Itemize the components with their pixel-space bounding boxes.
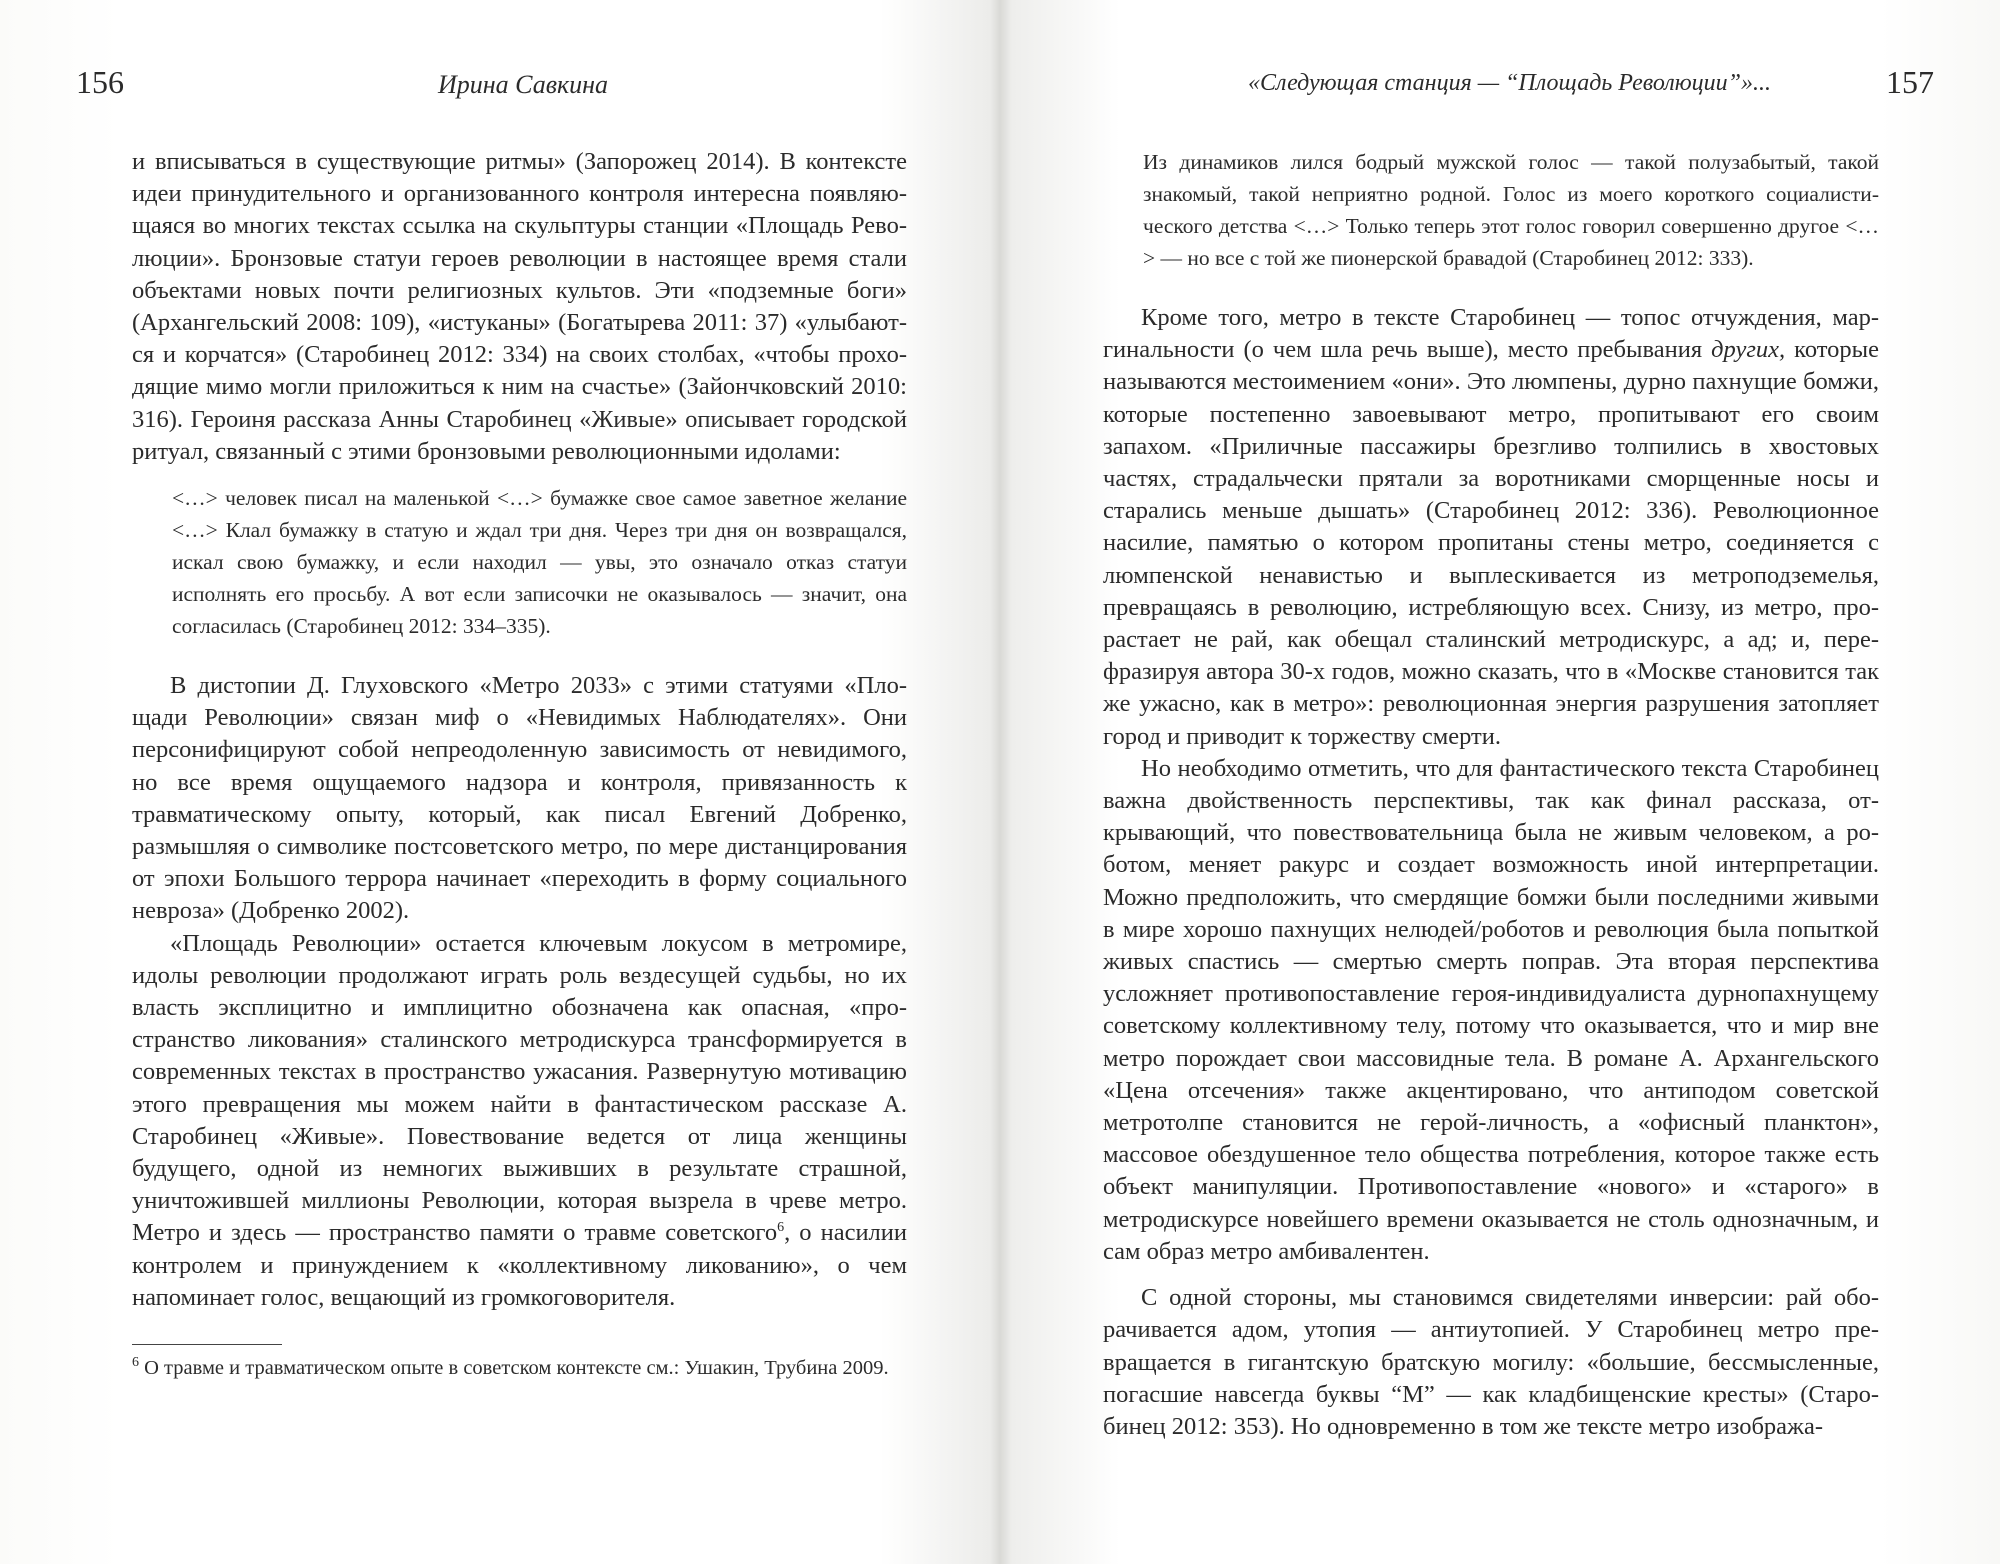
paragraph: «Площадь Революции» остается ключевым локусом в метромире, идолы революции продолжают играть роль вездесущей судьбы, но их власть эксплицитно и имплицитно обозначена как опасная, «пространство ликования» сталинского метродискурса трансформируется в современных текстах в пространство ужасания. Развернутую мотивацию этого превращения мы можем найти в фантастическом рассказе А. Старобинец «Живые». Повествование ведется от лица женщины будущего, одной из немногих выживших в результате страшной, уничтожившей миллионы Революции, которая вызрела в чреве метро. Метро и здесь — пространство памяти о травме советского$^6$, о насилии контролем и принуждением к «коллективному ликованию», о чем напоминает голос, вещающий из громкоговорителя.	[132, 929, 908, 1311]
running-head-author: Ирина Савкина	[438, 70, 609, 99]
paragraph: Кроме того, метро в тексте Старобинец — топос отчуждения, маргинальности (о чем шла речь выше), место пребывания других, которые называются местоимением «они». Это люмпены, дурно пахнущие бомжи, которые постепенно завоевывают метро, пропитывают его своим запахом. «Приличные пассажиры брезгливо толпились в хвостовых частях, страдальчески прятали за воротниками сморщенные носы и старались меньше дышать» (Старобинец 2012: 336). Революционное насилие, памятью о котором пропитаны стены метро, соединяется с люмпенской ненавистью и выплескивается из метроподземелья, превращаясь в революцию, истребляющую всех. Снизу, из метро, прорастает не рай, как обещал сталинский метродискурс, а ад; и, перефразируя автора 30-х годов, можно сказать, что в «Москве становится так же ужасно, как в метро»: революционная энергия разрушения затопляет город и приводит к торжеству смерти.	[1103, 304, 1879, 750]
footnote: $^6$ О травме и травматическом опыте в советском контексте см.: Ушакин, Трубина 2009.	[132, 1355, 889, 1380]
footnote-divider	[132, 1344, 282, 1345]
left-text-column	[132, 146, 907, 1383]
page-number: 156	[76, 64, 124, 100]
page-number: 157	[1886, 64, 1934, 100]
footnote-reference[interactable]: 6	[777, 1220, 785, 1236]
paragraph: С одной стороны, мы становимся свидетелями инверсии: рай оборачивается адом, утопия — антиутопией. У Старобинец метро превращается в гигантскую братскую могилу: «большие, бессмысленные, погасшие навсегда буквы “М” — как кладбищенские кресты» (Старобинец 2012: 353). Но одновременно в том же тексте метро изобража-	[1103, 1284, 1879, 1440]
block-quote: Из динамиков лился бодрый мужской голос — такой полузабытый, такой знакомый, такой неприятно родной. Голос из моего короткого социалистического детства <…> Только теперь этот голос говорил совершенно другое <…> — но все с той же пионерской бравадой (Старобинец 2012: 333).	[1143, 150, 1879, 270]
running-head-chapter: «Следующая станция — “Площадь Революции”»...	[1248, 70, 1771, 96]
paragraph: и вписываться в существующие ритмы» (Запорожец 2014). В контексте идеи принудительного и организованного контроля интересна появляющаяся во многих текстах ссылка на скульптуры станции «Площадь Революции». Бронзовые статуи героев революции в настоящее время стали объектами новых почти религиозных культов. Эти «подземные боги» (Архангельский 2008: 109), «истуканы» (Богатырева 2011: 37) «улыбаются и корчатся» (Старобинец 2012: 334) на своих столбах, «чтобы проходящие мимо могли приложиться к ним на счастье» (Зайончковский 2010: 316). Героиня рассказа Анны Старобинец «Живые» описывает городской ритуал, связанный с этими бронзовыми революционными идолами:	[132, 148, 907, 465]
paragraph: Но необходимо отметить, что для фантастического текста Старобинец важна двойственность перспективы, так как финал рассказа, открывающий, что повествовательница была не живым человеком, а роботом, меняет ракурс и создает возможность иной интерпретации. Можно предположить, что смердящие бомжи были последними живыми в мире хорошо пахнущих нелюдей/роботов и революция была попыткой живых спастись — смертью смерть поправ. Эта вторая перспектива усложняет противопоставление героя-индивидуалиста дурнопахнущему советскому коллективному телу, потому что оказывается, что и мир вне метро порождает свои массовидные тела. В романе А. Архангельского «Цена отсечения» также акцентировано, что антиподом советской метротолпе становится не герой-личность, а «офисный планктон», массовое обездушенное тело общества потребления, которое также есть объект манипуляции. Противопоставление «нового» и «старого» в метродискурсе новейшего времени оказывается не столь однозначным, и сам образ метро амбивалентен.	[1103, 754, 1879, 1265]
footnote-marker: 6	[132, 1355, 139, 1371]
right-text-column	[1103, 146, 1879, 1443]
paragraph: В дистопии Д. Глуховского «Метро 2033» с этими статуями «Площади Революции» связан миф о «Невидимых Наблюдателях». Они персонифицируют собой непреодоленную зависимость от невидимого, но все время ощущаемого надзора и контроля, привязанность к травматическому опыту, который, как писал Евгений Добренко, размышляя о символике постсоветского метро, по мере дистанцирования от эпохи Большого террора начинает «переходить в форму социального невроза» (Добренко 2002).	[132, 672, 907, 925]
right-page	[1000, 0, 2000, 1564]
block-quote: <…> человек писал на маленькой <…> бумажке свое самое заветное желание <…> Клал бумажку в статую и ждал три дня. Через три дня он возвращался, искал свою бумажку, и если находил — увы, это означало отказ статуи исполнять его просьбу. А вот если записочки не оказывалось — значит, она согласилась (Старобинец 2012: 334–335).	[172, 486, 907, 639]
